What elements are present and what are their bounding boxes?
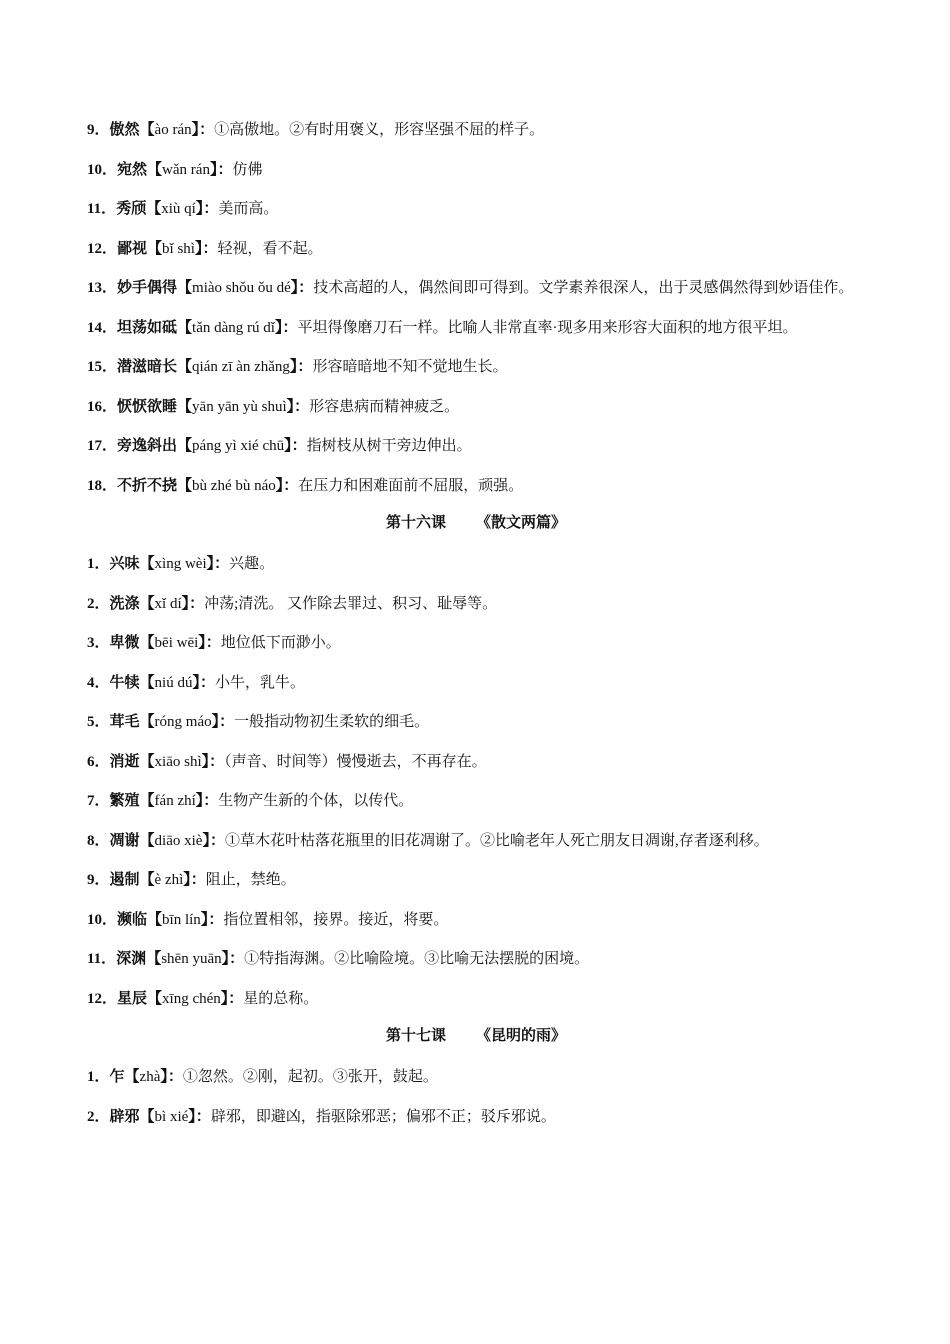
bracket-open: 【 [139,872,155,888]
entry-definition: 阻止，禁绝。 [205,872,296,888]
entry-definition: ①忽然。②刚，起初。③张开，鼓起。 [182,1069,438,1085]
entry-definition: 小牛，乳牛。 [214,674,305,691]
lesson-number: 第十七课 [385,1028,446,1044]
entry-term: 繁殖 [109,793,140,809]
entry-term: 宛然 [117,161,148,178]
bracket-close: 】： [192,674,215,691]
vocab-entry [87,626,865,660]
entry-definition: 生物产生新的个体，以传代。 [218,793,414,809]
entry-number: 11． [87,201,117,217]
entry-definition: 指位置相邻，接界。接近，将要。 [223,911,449,928]
bracket-close: 】： [275,477,299,494]
entry-number: 12． [87,990,118,1007]
entry-number: 14． [87,319,118,336]
entry-definition: 技术高超的人，偶然间即可得到。文学素养很深人，出于灵感偶然得到妙语佳作。 [313,280,854,296]
entry-number: 10． [87,911,118,928]
bracket-close: 】： [206,556,230,572]
bracket-open: 【 [177,280,193,296]
bracket-open: 【 [139,595,155,612]
entry-term: 濒临 [117,911,148,928]
entry-definition: 在压力和困难面前不屈服，顽强。 [298,477,524,494]
entry-pinyin: bù zhé bù náo [192,477,276,494]
bracket-close: 】： [160,1069,183,1085]
entry-number: 1． [87,556,110,572]
entry-pinyin: wǎn rán [162,161,210,178]
entry-number: 9． [87,122,110,138]
vocab-entry [87,982,865,1016]
entry-number: 16． [87,398,118,415]
entry-number: 12． [87,240,118,257]
entry-definition: ①高傲地。②有时用褒义，形容坚强不屈的样子。 [214,122,545,138]
entry-number: 11． [87,951,117,967]
entry-pinyin: róng máo [154,714,212,730]
entry-number: 6． [87,753,110,770]
bracket-close: 】： [211,714,235,730]
entry-definition: 轻视，看不起。 [217,240,323,257]
entry-pinyin: yān yān yù shuì [192,398,287,415]
entry-term: 星辰 [117,990,148,1007]
entry-pinyin: bǐ shì [162,240,195,257]
bracket-open: 【 [147,990,163,1007]
entry-number: 5． [87,714,110,730]
entry-pinyin: bì xié [154,1108,189,1125]
entry-definition: 星的总称。 [243,990,319,1007]
bracket-open: 【 [139,753,155,770]
bracket-close: 】： [198,635,221,651]
entry-definition: 地位低下而渺小。 [220,635,341,651]
entry-pinyin: bīn lín [162,911,201,928]
entry-definition: 美而高。 [218,201,279,217]
entry-pinyin: xǐ dí [154,595,182,612]
bracket-open: 【 [177,319,193,336]
vocab-entry [87,113,865,147]
section-heading [87,1019,865,1053]
entry-definition: 形容患病而精神疲乏。 [309,398,460,415]
entry-number: 7． [87,793,110,809]
vocab-entry [87,311,865,345]
vocab-entry [87,547,865,581]
entry-pinyin: è zhì [154,872,184,888]
bracket-open: 【 [139,674,155,691]
lesson-title: 《昆明的雨》 [476,1028,567,1044]
entry-pinyin: xìng wèi [154,556,207,572]
vocab-entry [87,666,865,700]
vocab-entry [87,863,865,897]
vocab-entry [87,271,865,305]
bracket-close: 】： [183,872,206,888]
entry-pinyin: xīng chén [162,990,221,1007]
vocab-entry [87,824,865,858]
bracket-close: 】： [289,359,313,375]
entry-number: 18． [87,477,118,494]
entry-pinyin: bēi wēi [154,635,199,651]
bracket-open: 【 [146,951,162,967]
bracket-close: 】： [188,1108,211,1125]
vocab-entry [87,1060,865,1094]
entry-term: 妙手偶得 [117,280,178,296]
bracket-close: 】： [191,122,215,138]
vocab-entry [87,429,865,463]
entry-definition: 仿佛 [232,161,263,178]
entry-term: 茸毛 [109,714,140,730]
bracket-close: 】： [274,319,298,336]
entry-number: 3． [87,635,110,651]
bracket-close: 】： [221,951,245,967]
vocab-entry [87,232,865,266]
entry-pinyin: miào shǒu ǒu dé [192,280,291,296]
vocab-entry [87,469,865,503]
entry-number: 2． [87,1108,110,1125]
bracket-open: 【 [147,161,163,178]
document-body [87,113,865,1139]
entry-pinyin: xiù qí [161,201,196,217]
entry-number: 9． [87,872,110,888]
vocab-entry [87,390,865,424]
entry-term: 兴味 [109,556,140,572]
entry-definition: 一般指动物初生柔软的细毛。 [234,714,430,730]
vocab-entry [87,903,865,937]
bracket-close: 】： [284,438,307,454]
entry-number: 17． [87,438,118,454]
bracket-close: 】： [220,990,244,1007]
vocab-entry [87,587,865,621]
entry-pinyin: fán zhí [154,793,196,809]
bracket-open: 【 [124,1069,140,1085]
entry-pinyin: tǎn dàng rú dǐ [192,319,275,336]
entry-term: 牛犊 [109,674,140,691]
bracket-close: 】： [195,201,219,217]
entry-pinyin: zhà [139,1069,161,1085]
entry-term: 洗涤 [109,595,140,612]
vocab-entry [87,784,865,818]
entry-definition: ①草木花叶枯落花瓶里的旧花凋谢了。②比喻老年人死亡朋友日凋谢,存者逐利移。 [224,832,769,849]
entry-definition: 平坦得像磨刀石一样。比喻人非常直率·现多用来形容大面积的地方很平坦。 [297,319,798,336]
bracket-open: 【 [139,1108,155,1125]
entry-pinyin: shēn yuān [161,951,222,967]
bracket-open: 【 [147,911,163,928]
bracket-open: 【 [139,793,155,809]
vocab-entry [87,745,865,779]
entry-definition: 形容暗暗地不知不觉地生长。 [312,359,508,375]
entry-term: 鄙视 [117,240,148,257]
entry-number: 8． [87,832,110,849]
entry-pinyin: páng yì xié chū [192,438,285,454]
bracket-close: 】： [200,911,224,928]
entry-term: 辟邪 [109,1108,140,1125]
lesson-title: 《散文两篇》 [476,515,567,531]
bracket-open: 【 [139,635,155,651]
entry-term: 坦荡如砥 [117,319,178,336]
entry-pinyin: niú dú [154,674,193,691]
bracket-close: 】： [195,793,219,809]
bracket-close: 】： [290,280,314,296]
entry-term: 凋谢 [109,832,140,849]
vocab-entry [87,192,865,226]
entry-term: 消逝 [109,753,140,770]
entry-term: 傲然 [109,122,140,138]
bracket-open: 【 [139,122,155,138]
bracket-open: 【 [177,477,193,494]
entry-definition: （声音、时间等）慢慢逝去，不再存在。 [224,753,487,770]
entry-term: 秀颀 [116,201,147,217]
vocab-entry [87,153,865,187]
bracket-close: 】： [286,398,310,415]
bracket-close: 】： [201,753,225,770]
entry-term: 卑微 [109,635,140,651]
bracket-open: 【 [139,556,155,572]
entry-number: 4． [87,674,110,691]
bracket-open: 【 [139,832,155,849]
vocab-entry [87,942,865,976]
entry-number: 2． [87,595,110,612]
entry-number: 13． [87,280,118,296]
entry-term: 乍 [109,1069,125,1085]
bracket-close: 】： [194,240,218,257]
entry-term: 潜滋暗长 [117,359,178,375]
entry-definition: 冲荡;清洗。 又作除去罪过、积习、耻辱等。 [204,595,498,612]
entry-term: 不折不挠 [117,477,178,494]
bracket-open: 【 [177,398,193,415]
entry-term: 旁逸斜出 [117,438,178,454]
bracket-close: 】： [181,595,205,612]
bracket-close: 】： [209,161,233,178]
entry-number: 1． [87,1069,110,1085]
entry-pinyin: qián zī àn zhǎng [192,359,290,375]
bracket-open: 【 [177,438,193,454]
lesson-number: 第十六课 [385,515,446,531]
entry-pinyin: diāo xiè [154,832,203,849]
vocab-entry [87,350,865,384]
entry-definition: 指树枝从树干旁边伸出。 [306,438,472,454]
entry-pinyin: xiāo shì [154,753,202,770]
bracket-open: 【 [146,201,162,217]
entry-term: 恹恹欲睡 [117,398,178,415]
bracket-open: 【 [147,240,163,257]
entry-number: 10． [87,161,118,178]
entry-term: 遏制 [109,872,140,888]
entry-definition: 兴趣。 [229,556,275,572]
vocab-entry [87,1100,865,1134]
bracket-open: 【 [139,714,155,730]
vocab-entry [87,705,865,739]
entry-pinyin: ào rán [154,122,192,138]
entry-definition: ①特指海渊。②比喻险境。③比喻无法摆脱的困境。 [244,951,590,967]
bracket-open: 【 [177,359,193,375]
entry-definition: 辟邪，即避凶，指驱除邪恶；偏邪不正；驳斥邪说。 [210,1108,556,1125]
bracket-close: 】： [202,832,225,849]
entry-number: 15． [87,359,118,375]
entry-term: 深渊 [116,951,147,967]
section-heading [87,506,865,540]
